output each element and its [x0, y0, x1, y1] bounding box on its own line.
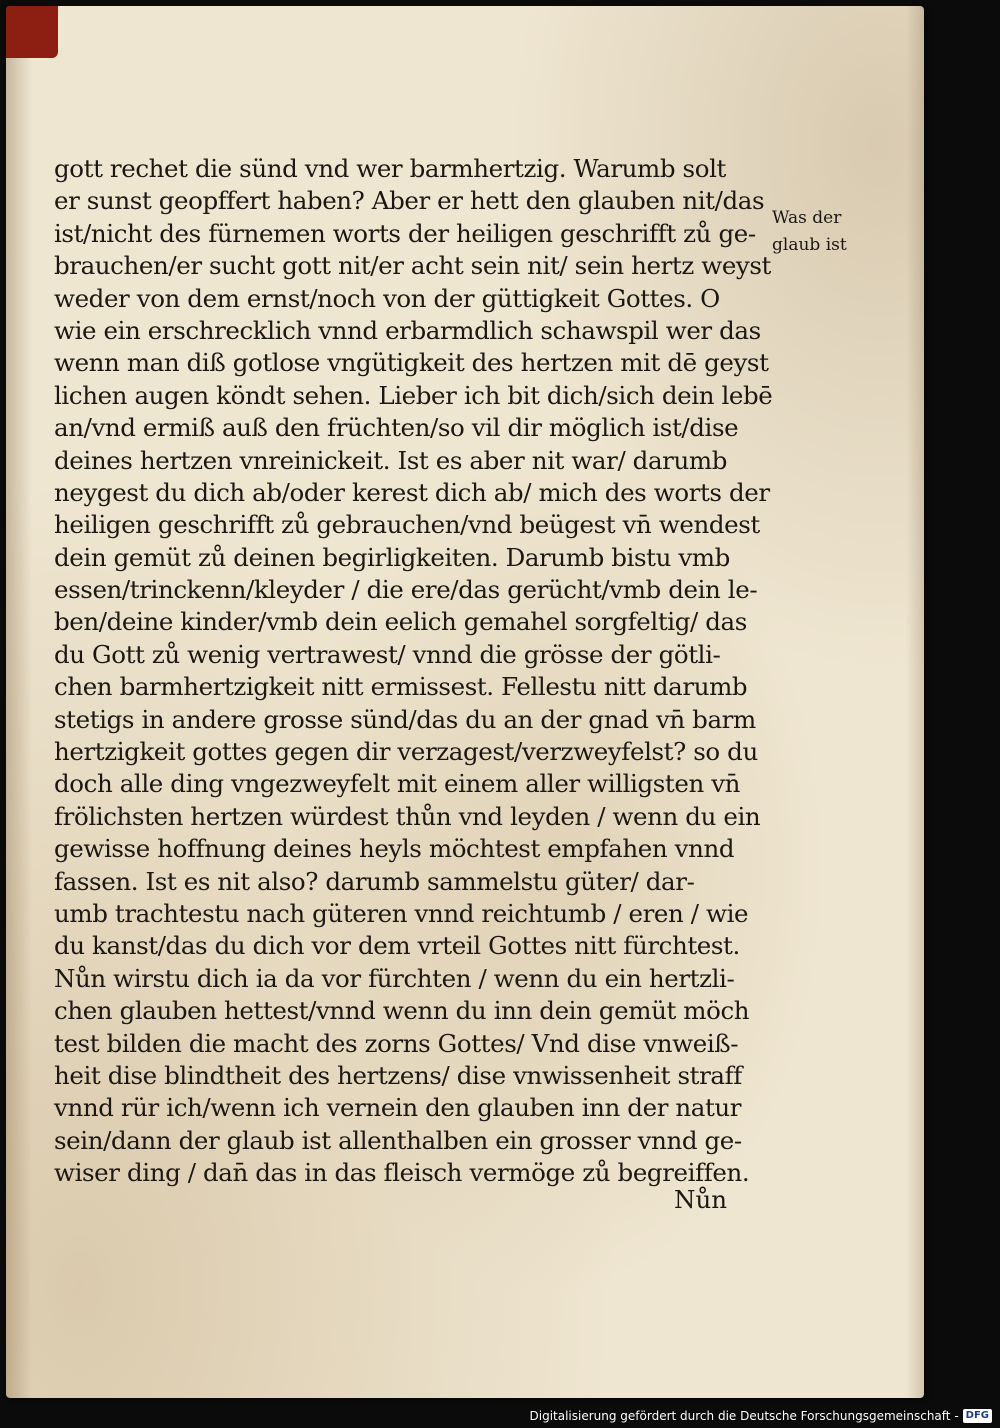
text-line: wiser ding / dan̄ das in das fleisch vermöge zů begreiffen.: [54, 1158, 750, 1188]
text-line: an/vnd ermiß auß den früchten/so vil dir möglich ist/dise: [54, 413, 739, 443]
text-line: du Gott zů wenig vertrawest/ vnnd die grösse der götli-: [54, 639, 721, 669]
text-line: Nůn wirstu dich ia da vor fürchten / wenn du ein hertzli-: [54, 963, 735, 993]
text-line: weder von dem ernst/noch von der güttigkeit Gottes. O: [54, 283, 720, 313]
body-text: [54, 153, 773, 1190]
dfg-logo: DFG: [963, 1409, 992, 1423]
text-line: ben/deine kinder/vmb dein eelich gemahel sorgfeltig/ das: [54, 607, 747, 637]
text-line: frölichsten hertzen würdest thůn vnd leyden / wenn du ein: [54, 801, 761, 831]
text-line: deines hertzen vnreinickeit. Ist es aber nit war/ darumb: [54, 445, 727, 475]
text-line: ist/nicht des fürnemen worts der heiligen geschrifft zů ge-: [54, 218, 756, 248]
text-line: chen glauben hettest/vnnd wenn du inn dein gemüt möch: [54, 996, 750, 1026]
text-line: stetigs in andere grosse sünd/das du an der gnad vn̄ barm: [54, 704, 756, 734]
text-line: gewisse hoffnung deines heyls möchtest empfahen vnnd: [54, 834, 735, 864]
text-line: wenn man diß gotlose vngütigkeit des hertzen mit dē geyst: [54, 348, 769, 378]
text-line: dein gemüt zů deinen begirligkeiten. Darumb bistu vmb: [54, 542, 730, 572]
footer-text: Digitalisierung gefördert durch die Deutsche Forschungsgemeinschaft -: [529, 1409, 959, 1423]
book-page: [6, 6, 924, 1398]
corner-tab: [6, 6, 58, 58]
margin-note-line: Was der: [772, 208, 842, 228]
footer-credit: [530, 1408, 993, 1424]
text-line: hertzigkeit gottes gegen dir verzagest/verzweyfelst? so du: [54, 737, 758, 767]
text-line: gott rechet die sünd vnd wer barmhertzig. Warumb solt: [54, 154, 726, 183]
text-line: fassen. Ist es nit also? darumb sammelstu güter/ dar-: [54, 866, 695, 896]
text-line: sein/dann der glaub ist allenthalben ein grosser vnnd ge-: [54, 1125, 742, 1155]
text-line: lichen augen köndt sehen. Lieber ich bit dich/sich dein lebē: [54, 380, 773, 410]
text-line: heiligen geschrifft zů gebrauchen/vnd beügest vn̄ wendest: [54, 510, 760, 540]
text-line: umb trachtestu nach güteren vnnd reichtumb / eren / wie: [54, 898, 749, 928]
text-line: vnnd rür ich/wenn ich vernein den glauben inn der natur: [54, 1093, 742, 1123]
text-line: test bilden die macht des zorns Gottes/ Vnd dise vnweiß-: [54, 1028, 739, 1058]
text-line: er sunst geopffert haben? Aber er hett den glauben nit/das: [54, 186, 765, 216]
text-line: wie ein erschrecklich vnnd erbarmdlich schawspil wer das: [54, 315, 761, 345]
text-line: doch alle ding vngezweyfelt mit einem aller willigsten vn̄: [54, 769, 741, 799]
text-line: du kanst/das du dich vor dem vrteil Gottes nitt fürchtest.: [54, 931, 740, 961]
margin-note-line: glaub ist: [772, 235, 847, 255]
text-line: heit dise blindtheit des hertzens/ dise vnwissenheit straff: [54, 1060, 742, 1090]
catchword: Nůn: [674, 1185, 727, 1214]
text-line: brauchen/er sucht gott nit/er acht sein nit/ sein hertz weyst: [54, 251, 771, 281]
text-line: chen barmhertzigkeit nitt ermissest. Fellestu nitt darumb: [54, 672, 748, 702]
text-line: essen/trinckenn/kleyder / die ere/das gerücht/vmb dein le-: [54, 575, 758, 605]
margin-note: [772, 205, 847, 259]
text-line: neygest du dich ab/oder kerest dich ab/ mich des worts der: [54, 477, 770, 507]
